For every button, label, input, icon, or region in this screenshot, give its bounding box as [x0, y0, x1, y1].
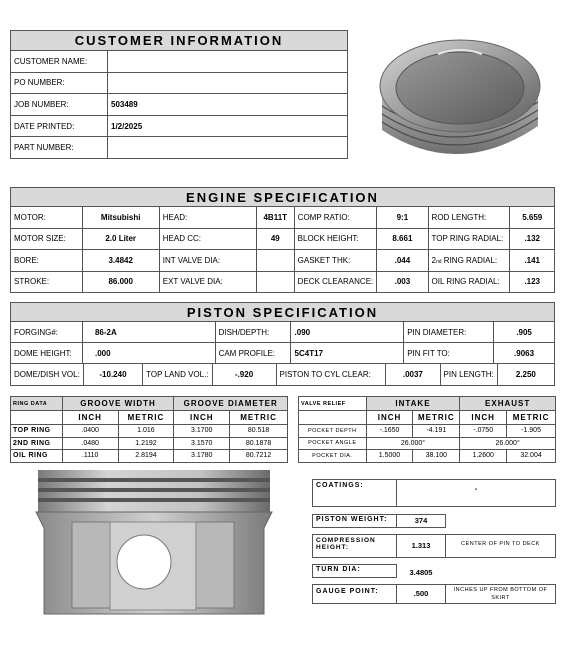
piston-row-2	[11, 343, 555, 364]
piston-weight-value: 374	[414, 516, 428, 525]
top-ring-radial-label: TOP RING RADIAL:	[428, 228, 510, 250]
pin-fit-label: PIN FIT TO:	[404, 343, 494, 364]
engine-spec-title: ENGINE SPECIFICATION	[10, 187, 555, 207]
engine-row-2	[11, 228, 555, 250]
pocket-depth-exhaust-inch: -.0750	[460, 425, 507, 438]
valve-relief-header-row	[299, 397, 556, 411]
coatings-box	[312, 479, 397, 507]
pocket-depth-row	[299, 425, 556, 438]
engine-row-4	[11, 271, 555, 293]
job-number-row	[11, 94, 348, 116]
engine-row-1	[11, 207, 555, 229]
ring2-radial-value: .141	[510, 250, 555, 272]
ring-data-unit-row	[11, 411, 288, 425]
head-cc-label: HEAD CC:	[159, 228, 256, 250]
pocket-angle-intake: 26.000°	[366, 437, 460, 450]
forging-value: 86-2A	[82, 322, 215, 343]
coatings-value-box	[396, 479, 556, 507]
groove-diameter-header: GROOVE DIAMETER	[174, 397, 288, 411]
piston-weight-label-box	[312, 514, 397, 528]
bore-value: 3.4842	[82, 250, 159, 272]
groove-diameter-inch: 3.1780	[174, 450, 230, 463]
ring-name: OIL RING	[11, 450, 63, 463]
int-valve-value	[256, 250, 294, 272]
compression-height-value-box	[396, 534, 446, 558]
head-label: HEAD:	[159, 207, 256, 229]
compression-height-note: CENTER OF PIN TO DECK	[461, 541, 540, 547]
pocket-dia-intake-inch: 1.5000	[366, 450, 413, 463]
piston-spec-title: PISTON SPECIFICATION	[10, 302, 555, 322]
valve-relief-title: VALVE RELIEF	[299, 397, 367, 411]
turn-dia-label: TURN DIA:	[316, 566, 361, 573]
deck-clearance-label: DECK CLEARANCE:	[294, 271, 377, 293]
groove-diameter-metric-header: METRIC	[230, 411, 288, 425]
top-ring-radial-value: .132	[510, 228, 555, 250]
motor-label: MOTOR:	[11, 207, 83, 229]
part-number-row	[11, 137, 348, 159]
ring-data-table	[10, 396, 288, 463]
intake-inch-header: INCH	[366, 411, 413, 425]
groove-width-metric: 1.016	[118, 425, 174, 438]
dish-label: DISH/DEPTH:	[215, 322, 290, 343]
pocket-depth-label: POCKET DEPTH	[299, 425, 367, 438]
pocket-angle-exhaust: 26.000°	[460, 437, 556, 450]
piston-side-view-image	[32, 468, 274, 616]
piston-spec-row-3	[10, 363, 555, 386]
turn-dia-value-box	[396, 564, 446, 578]
job-number-value: 503489	[108, 94, 348, 116]
valve-relief-unit-row	[299, 411, 556, 425]
ring2-radial-label-superscript: nd	[436, 258, 442, 265]
exhaust-inch-header: INCH	[460, 411, 507, 425]
int-valve-label: INT VALVE DIA:	[159, 250, 256, 272]
po-number-value	[108, 72, 348, 94]
ring2-radial-label-text: RING RADIAL:	[441, 255, 498, 265]
gauge-point-value-box	[396, 584, 446, 604]
valve-relief-table	[298, 396, 556, 463]
part-number-label: PART NUMBER:	[11, 137, 108, 159]
customer-name-row	[11, 51, 348, 73]
piston-weight-label: PISTON WEIGHT:	[316, 516, 388, 523]
pocket-depth-exhaust-metric: -1.905	[507, 425, 556, 438]
gauge-point-note-box	[445, 584, 556, 604]
piston-to-cyl-clear-value: .0037	[386, 364, 440, 386]
intake-metric-header: METRIC	[413, 411, 460, 425]
block-height-label: BLOCK HEIGHT:	[294, 228, 377, 250]
pocket-angle-row	[299, 437, 556, 450]
pin-diameter-label: PIN DIAMETER:	[404, 322, 494, 343]
groove-diameter-inch: 3.1700	[174, 425, 230, 438]
po-number-label: PO NUMBER:	[11, 72, 108, 94]
gauge-point-value: .500	[413, 589, 429, 598]
groove-diameter-metric: 80.1878	[230, 437, 288, 450]
pin-diameter-value: .905	[494, 322, 555, 343]
dome-dish-vol-label: DOME/DISH VOL:	[11, 364, 84, 386]
compression-height-note-box	[445, 534, 556, 558]
pocket-dia-row	[299, 450, 556, 463]
ring-name: 2ND RING	[11, 437, 63, 450]
ring-row-oil	[11, 450, 288, 463]
groove-width-inch: .0480	[62, 437, 118, 450]
piston-top-view-image	[368, 22, 548, 182]
pocket-dia-exhaust-metric: 32.004	[507, 450, 556, 463]
bore-label: BORE:	[11, 250, 83, 272]
intake-header: INTAKE	[366, 397, 460, 411]
customer-name-value	[108, 51, 348, 73]
engine-spec-table	[10, 206, 555, 293]
ring-name: TOP RING	[11, 425, 63, 438]
date-printed-value: 1/2/2025	[108, 115, 348, 137]
gauge-point-label: GAUGE POINT:	[316, 588, 379, 595]
ring2-radial-label	[428, 250, 510, 272]
customer-info-title: CUSTOMER INFORMATION	[10, 30, 348, 51]
ring-data-blank-cell	[11, 411, 63, 425]
turn-dia-value: 3.4805	[409, 568, 433, 577]
part-number-value	[108, 137, 348, 159]
forging-label: FORGING#:	[11, 322, 83, 343]
ring2-radial-label-prefix: 2	[431, 255, 436, 265]
groove-diameter-inch: 3.1570	[174, 437, 230, 450]
stroke-value: 86.000	[82, 271, 159, 293]
job-number-label: JOB NUMBER:	[11, 94, 108, 116]
ring-row-second	[11, 437, 288, 450]
rod-length-label: ROD LENGTH:	[428, 207, 510, 229]
pocket-depth-intake-inch: -.1650	[366, 425, 413, 438]
ext-valve-value	[256, 271, 294, 293]
dome-height-label: DOME HEIGHT:	[11, 343, 83, 364]
ring-data-header-row	[11, 397, 288, 411]
piston-to-cyl-clear-label: PISTON TO CYL CLEAR:	[276, 364, 386, 386]
groove-width-metric: 2.8194	[118, 450, 174, 463]
pin-length-value: 2.250	[497, 364, 554, 386]
block-height-value: 8.661	[377, 228, 428, 250]
top-land-vol-value: -.920	[212, 364, 276, 386]
deck-clearance-value: .003	[377, 271, 428, 293]
pocket-dia-label: POCKET DIA.	[299, 450, 367, 463]
piston-row-1	[11, 322, 555, 343]
po-number-row	[11, 72, 348, 94]
groove-width-inch: .0400	[62, 425, 118, 438]
motor-size-label: MOTOR SIZE:	[11, 228, 83, 250]
turn-dia-label-box	[312, 564, 397, 578]
date-printed-row	[11, 115, 348, 137]
groove-width-inch-header: INCH	[62, 411, 118, 425]
ext-valve-label: EXT VALVE DIA:	[159, 271, 256, 293]
exhaust-metric-header: METRIC	[507, 411, 556, 425]
pocket-angle-label: POCKET ANGLE	[299, 437, 367, 450]
ring-data-title: RING DATA	[11, 397, 63, 411]
ring-row-top	[11, 425, 288, 438]
piston-row-3	[11, 364, 555, 386]
date-printed-label: DATE PRINTED:	[11, 115, 108, 137]
gauge-point-label-box	[312, 584, 397, 604]
pocket-depth-intake-metric: -4.191	[413, 425, 460, 438]
gasket-label: GASKET THK:	[294, 250, 377, 272]
head-cc-value: 49	[256, 228, 294, 250]
coatings-value: -	[474, 484, 478, 493]
dish-value: .090	[290, 322, 404, 343]
gasket-value: .044	[377, 250, 428, 272]
stroke-label: STROKE:	[11, 271, 83, 293]
oil-ring-radial-value: .123	[510, 271, 555, 293]
piston-spec-row-1	[10, 321, 555, 364]
pin-length-label: PIN LENGTH:	[440, 364, 497, 386]
coatings-label: COATINGS:	[316, 482, 364, 489]
compression-height-label-box	[312, 534, 397, 558]
valve-relief-blank-cell	[299, 411, 367, 425]
rod-length-value: 5.659	[510, 207, 555, 229]
pocket-dia-intake-metric: 38.100	[413, 450, 460, 463]
exhaust-header: EXHAUST	[460, 397, 556, 411]
cam-profile-label: CAM PROFILE:	[215, 343, 290, 364]
gauge-point-note: INCHES UP FROM BOTTOM OF SKIRT	[453, 587, 548, 601]
dome-height-value: .000	[82, 343, 215, 364]
piston-weight-value-box	[396, 514, 446, 528]
oil-ring-radial-label: OIL RING RADIAL:	[428, 271, 510, 293]
top-land-vol-label: TOP LAND VOL.:	[143, 364, 212, 386]
dome-dish-vol-value: -10.240	[83, 364, 142, 386]
groove-diameter-metric: 80.7212	[230, 450, 288, 463]
motor-size-value: 2.0 Liter	[82, 228, 159, 250]
head-value: 4B11T	[256, 207, 294, 229]
groove-diameter-metric: 80.518	[230, 425, 288, 438]
pin-fit-value: .9063	[494, 343, 555, 364]
groove-width-inch: .1110	[62, 450, 118, 463]
customer-name-label: CUSTOMER NAME:	[11, 51, 108, 73]
comp-ratio-value: 9:1	[377, 207, 428, 229]
compression-height-value: 1.313	[411, 541, 431, 550]
pocket-dia-exhaust-inch: 1.2600	[460, 450, 507, 463]
groove-diameter-inch-header: INCH	[174, 411, 230, 425]
compression-height-label: COMPRESSION HEIGHT:	[316, 537, 376, 551]
motor-value: Mitsubishi	[82, 207, 159, 229]
customer-info-table	[10, 50, 348, 159]
groove-width-metric-header: METRIC	[118, 411, 174, 425]
groove-width-header: GROOVE WIDTH	[62, 397, 174, 411]
engine-row-3	[11, 250, 555, 272]
groove-width-metric: 1.2192	[118, 437, 174, 450]
comp-ratio-label: COMP RATIO:	[294, 207, 377, 229]
cam-profile-value: 5C4T17	[290, 343, 404, 364]
